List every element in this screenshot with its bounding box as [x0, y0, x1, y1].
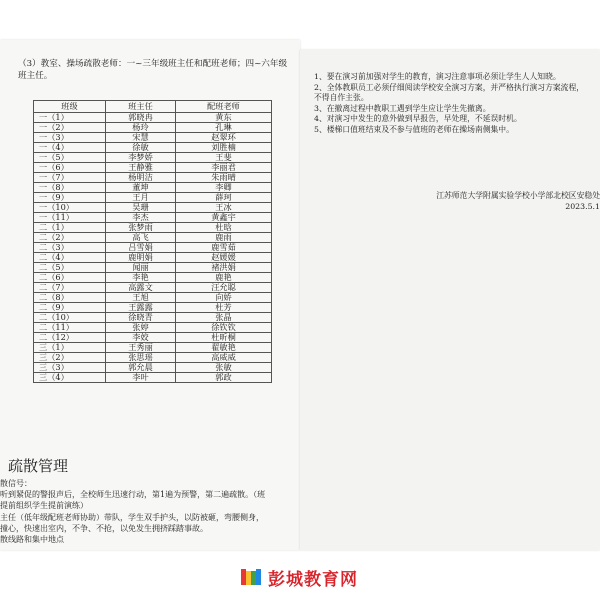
roster-row: [34, 113, 272, 123]
assistant-teacher-cell: 杜晗: [176, 223, 272, 233]
class-cell: 二（12）: [34, 333, 106, 343]
roster-row: [34, 343, 272, 353]
assistant-teacher-cell: 杜芳: [176, 303, 272, 313]
head-teacher-cell: 杨玲: [106, 123, 176, 133]
roster-row: [34, 173, 272, 183]
assistant-teacher-cell: 黄东: [176, 113, 272, 123]
head-teacher-cell: 李杰: [106, 213, 176, 223]
class-cell: 一（4）: [34, 143, 106, 153]
assistant-teacher-cell: 赵翠环: [176, 133, 272, 143]
head-teacher-cell: 王露露: [106, 303, 176, 313]
class-cell: 一（3）: [34, 133, 106, 143]
roster-row: [34, 183, 272, 193]
head-teacher-cell: 王月: [106, 193, 176, 203]
roster-row: [34, 313, 272, 323]
evac-line: 提前组织学生提前演练）: [0, 501, 88, 511]
class-cell: 一（7）: [34, 173, 106, 183]
evacuation-text: [0, 478, 300, 545]
roster-row: [34, 353, 272, 363]
roster-row: [34, 193, 272, 203]
note-line: 5、楼梯口值班结束及不参与值班的老师在操场南侧集中。: [314, 124, 514, 134]
assistant-teacher-cell: 张晶: [176, 313, 272, 323]
assistant-teacher-cell: 薛珂: [176, 193, 272, 203]
evac-line: 撞心，快速出室内，不争、不抢，以免发生拥挤踩踏事故。: [0, 523, 208, 533]
roster-header-row: [34, 101, 272, 113]
roster-row: [34, 253, 272, 263]
head-teacher-cell: 郭晓冉: [106, 113, 176, 123]
note-line: 不得自作主张。: [314, 93, 369, 103]
site-watermark: [240, 566, 358, 588]
watermark-text: 彭城教育网: [268, 569, 358, 590]
note-line: 4、对演习中发生的意外做到早报告，早处理，不延误时机。: [314, 114, 522, 124]
sign-organization: 江苏师范大学附属实验学校小学部北校区安稳处: [436, 191, 600, 200]
evac-line: 听到紧促的警报声后，全校师生迅速行动，第1遍为预警，第二遍疏散。（班: [0, 490, 266, 500]
class-cell: 一（8）: [34, 183, 106, 193]
class-cell: 二（6）: [34, 273, 106, 283]
assistant-teacher-cell: 孔琳: [176, 123, 272, 133]
class-cell: 一（10）: [34, 203, 106, 213]
roster-row: [34, 323, 272, 333]
head-teacher-cell: 张梦雨: [106, 223, 176, 233]
head-teacher-cell: 王旭: [106, 293, 176, 303]
roster-row: [34, 203, 272, 213]
head-teacher-cell: 鹿明娟: [106, 253, 176, 263]
assistant-teacher-cell: 徐钦钦: [176, 323, 272, 333]
assistant-teacher-cell: 鹿艳: [176, 273, 272, 283]
class-cell: 二（1）: [34, 223, 106, 233]
assistant-teacher-cell: 王斐: [176, 153, 272, 163]
head-teacher-cell: 李姣: [106, 333, 176, 343]
head-teacher-cell: 董坤: [106, 183, 176, 193]
roster-row: [34, 233, 272, 243]
class-cell: 二（11）: [34, 323, 106, 333]
roster-row: [34, 123, 272, 133]
head-teacher-cell: 杨明洁: [106, 173, 176, 183]
note-line: 3、在撤离过程中教职工遇到学生应让学生先撤离。: [314, 103, 491, 113]
class-cell: 二（7）: [34, 283, 106, 293]
evac-line: 散信号：: [0, 479, 32, 488]
roster-row: [34, 223, 272, 233]
assistant-teacher-cell: 黄鑫宇: [176, 213, 272, 223]
assistant-teacher-cell: 翟敏艳: [176, 343, 272, 353]
assistant-teacher-cell: 鹿雨: [176, 233, 272, 243]
head-teacher-cell: 闻丽: [106, 263, 176, 273]
class-cell: 一（9）: [34, 193, 106, 203]
assistant-teacher-cell: 向娇: [176, 293, 272, 303]
roster-row: [34, 373, 272, 383]
head-teacher-cell: 宋慧: [106, 133, 176, 143]
roster-row: [34, 363, 272, 373]
head-teacher-cell: 李艳: [106, 273, 176, 283]
head-teacher-cell: 吕雪娟: [106, 243, 176, 253]
class-cell: 三（2）: [34, 353, 106, 363]
head-teacher-cell: 高飞: [106, 233, 176, 243]
class-cell: 二（4）: [34, 253, 106, 263]
assistant-teacher-cell: 刘胜楠: [176, 143, 272, 153]
roster-row: [34, 303, 272, 313]
colorful-book-logo-icon: [240, 566, 262, 588]
class-cell: 一（6）: [34, 163, 106, 173]
class-cell: 一（11）: [34, 213, 106, 223]
roster-row: [34, 333, 272, 343]
head-teacher-cell: 李叶: [106, 373, 176, 383]
head-teacher-cell: 吴珊: [106, 203, 176, 213]
roster-row: [34, 273, 272, 283]
assistant-teacher-cell: 赵媛媛: [176, 253, 272, 263]
assistant-teacher-cell: 朱雨晴: [176, 173, 272, 183]
head-teacher-cell: 徐敏: [106, 143, 176, 153]
assistant-teacher-cell: 高威威: [176, 353, 272, 363]
roster-row: [34, 243, 272, 253]
right-document-page: [300, 50, 600, 550]
note-line: 1、要在演习前加强对学生的教育，演习注意事项必须让学生人人知晓。: [314, 72, 561, 81]
head-teacher-cell: 李梦娇: [106, 153, 176, 163]
class-cell: 二（9）: [34, 303, 106, 313]
signature-block: [436, 190, 600, 212]
head-teacher-cell: 高露文: [106, 283, 176, 293]
roster-row: [34, 143, 272, 153]
assistant-teacher-cell: 郭政: [176, 373, 272, 383]
class-cell: 三（4）: [34, 373, 106, 383]
header-class: 班级: [34, 101, 106, 113]
evacuation-section-title: 疏散管理: [8, 457, 69, 475]
evac-line: 散线路和集中地点: [0, 535, 64, 545]
roster-row: [34, 293, 272, 303]
assistant-teacher-cell: 杜昕桐: [176, 333, 272, 343]
class-cell: 三（1）: [34, 343, 106, 353]
class-cell: 二（2）: [34, 233, 106, 243]
assistant-teacher-cell: 汪允聪: [176, 283, 272, 293]
note-line: 2、全体教职员工必须仔细阅读学校安全演习方案，并严格执行演习方案流程，: [314, 82, 585, 92]
assistant-teacher-cell: 王冰: [176, 203, 272, 213]
evac-line: 主任（低年级配班老师协助）带队，学生双手护头，以防被砸，弯腰侧身，: [0, 512, 264, 522]
roster-row: [34, 213, 272, 223]
class-cell: 一（2）: [34, 123, 106, 133]
class-cell: 二（8）: [34, 293, 106, 303]
roster-table: [33, 100, 272, 383]
roster-row: [34, 133, 272, 143]
class-cell: 二（3）: [34, 243, 106, 253]
class-cell: 二（10）: [34, 313, 106, 323]
roster-row: [34, 283, 272, 293]
assistant-teacher-cell: 李丽君: [176, 163, 272, 173]
class-cell: 二（5）: [34, 263, 106, 273]
roster-body: [34, 113, 272, 383]
head-teacher-cell: 张婷: [106, 323, 176, 333]
left-document-page: [0, 40, 300, 550]
header-head-teacher: 班主任: [106, 101, 176, 113]
assistant-teacher-cell: 张敏: [176, 363, 272, 373]
class-cell: 三（3）: [34, 363, 106, 373]
roster-row: [34, 163, 272, 173]
head-teacher-cell: 郭允晨: [106, 363, 176, 373]
head-teacher-cell: 王静雅: [106, 163, 176, 173]
section-heading: （3）教室、操场疏散老师：一~三年级班主任和配班老师；四~六年级班主任。: [18, 59, 288, 81]
head-teacher-cell: 张思瑶: [106, 353, 176, 363]
class-cell: 一（5）: [34, 153, 106, 163]
sign-date: 2023.5.1: [565, 202, 600, 211]
head-teacher-cell: 王秀丽: [106, 343, 176, 353]
notes-list: [314, 72, 600, 136]
header-assistant-teacher: 配班老师: [176, 101, 272, 113]
assistant-teacher-cell: 褚洪娟: [176, 263, 272, 273]
class-cell: 一（1）: [34, 113, 106, 123]
assistant-teacher-cell: 鹿雪茹: [176, 243, 272, 253]
head-teacher-cell: 徐晓青: [106, 313, 176, 323]
roster-row: [34, 153, 272, 163]
roster-row: [34, 263, 272, 273]
assistant-teacher-cell: 李卿: [176, 183, 272, 193]
